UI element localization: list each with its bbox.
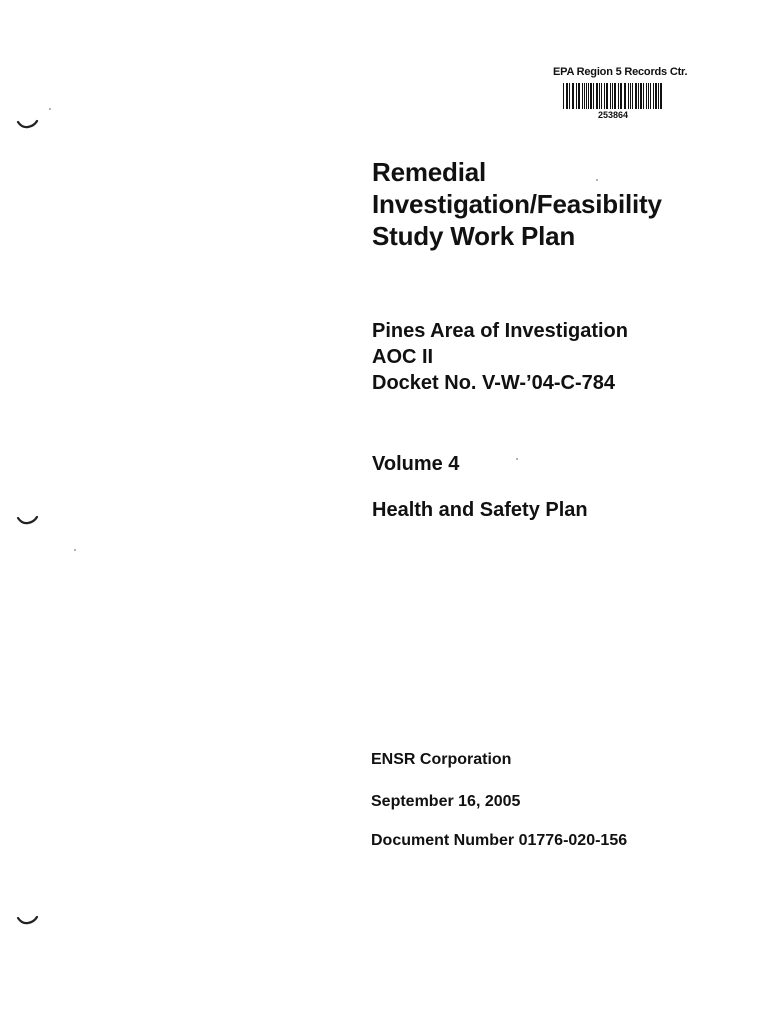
company-name: ENSR Corporation bbox=[371, 751, 512, 768]
document-title bbox=[372, 156, 662, 252]
stamp-number: 253864 bbox=[598, 110, 629, 120]
site-info bbox=[372, 318, 628, 396]
document-date: September 16, 2005 bbox=[371, 793, 521, 810]
scan-speck bbox=[74, 549, 76, 551]
docket-number: Docket No. V-W-’04-C-784 bbox=[372, 372, 615, 394]
title-line: Study Work Plan bbox=[372, 221, 576, 251]
stamp-label: EPA Region 5 Records Ctr. bbox=[553, 66, 688, 78]
document-number: Document Number 01776-020-156 bbox=[371, 832, 628, 849]
volume-label: Volume 4 bbox=[372, 453, 460, 475]
barcode-image bbox=[563, 83, 663, 109]
scan-speck bbox=[49, 108, 51, 110]
site-aoc: AOC II bbox=[372, 346, 434, 368]
site-name: Pines Area of Investigation bbox=[372, 320, 628, 342]
title-line: Investigation/Feasibility bbox=[372, 189, 662, 219]
title-line: Remedial bbox=[372, 157, 487, 187]
punch-hole-mark bbox=[16, 514, 40, 528]
punch-hole-mark bbox=[16, 914, 40, 928]
punch-hole-mark bbox=[16, 118, 40, 132]
document-subtitle: Health and Safety Plan bbox=[372, 499, 588, 521]
scan-speck bbox=[516, 458, 518, 460]
